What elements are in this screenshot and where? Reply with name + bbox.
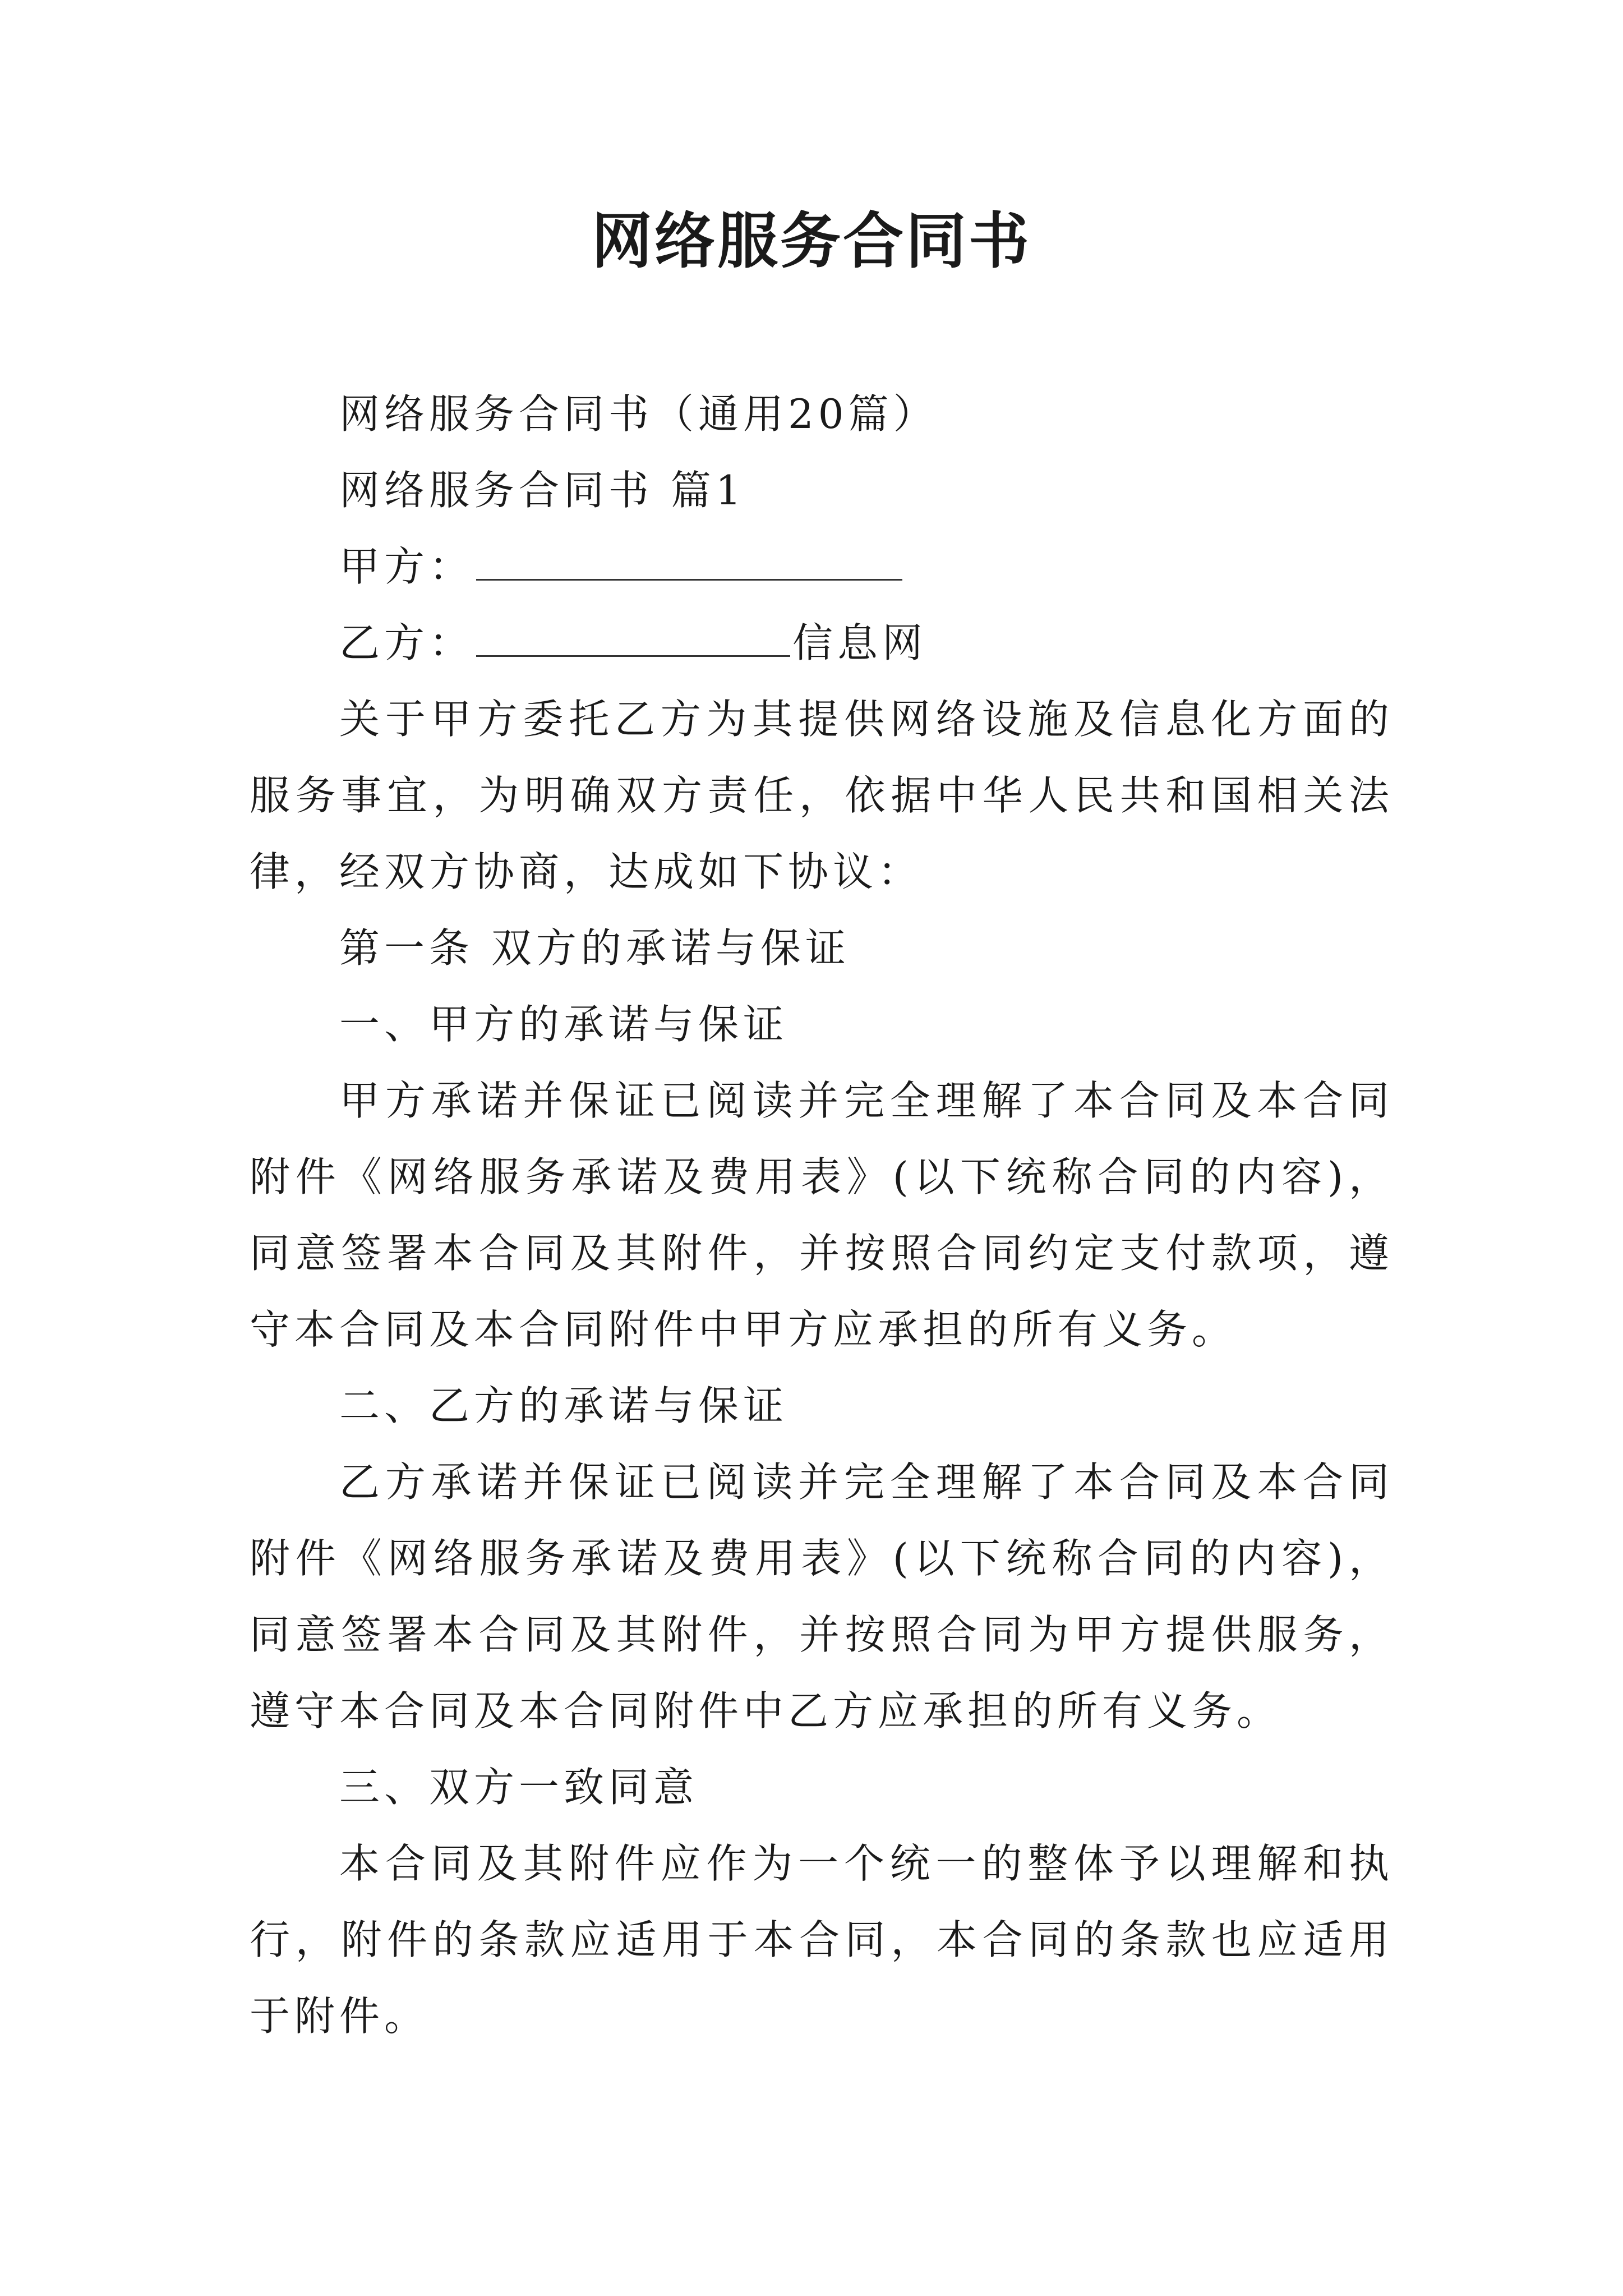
party-a-line: [250, 528, 1394, 605]
party-b-suffix: 信息网: [792, 619, 928, 666]
document-body: [250, 376, 1394, 2054]
party-b-blank: [476, 613, 790, 657]
document-subtitle: 网络服务合同书（通用20篇）: [339, 390, 938, 438]
section2-heading: 二、乙方的承诺与保证: [339, 1382, 789, 1429]
article1-heading: 第一条 双方的承诺与保证: [339, 924, 850, 972]
intro-paragraph: 关于甲方委托乙方为其提供网络设施及信息化方面的服务事宜，为明确双方责任，依据中华人民共和国相关法律，经双方协商，达成如下协议：: [250, 696, 1394, 895]
section3-paragraph: 本合同及其附件应作为一个统一的整体予以理解和执行，附件的条款应适用于本合同，本合同的条款也应适用于附件。: [250, 1840, 1394, 2040]
section1-paragraph: 甲方承诺并保证已阅读并完全理解了本合同及本合同附件《网络服务承诺及费用表》(以下统称合同的内容)，同意签署本合同及其附件，并按照合同约定支付款项，遵守本合同及本合同附件中甲方应承担的所有义务。: [250, 1077, 1394, 1353]
part-heading: 网络服务合同书 篇1: [339, 467, 746, 514]
party-b-line: [250, 605, 1394, 681]
section1-heading: 一、甲方的承诺与保证: [339, 1001, 789, 1048]
party-a-label: 甲方：: [339, 543, 474, 590]
party-a-blank: [476, 536, 902, 581]
document-title: 网络服务合同书: [591, 206, 1031, 277]
section3-heading: 三、双方一致同意: [339, 1764, 699, 1811]
section2-paragraph: 乙方承诺并保证已阅读并完全理解了本合同及本合同附件《网络服务承诺及费用表》(以下统称合同的内容)，同意签署本合同及其附件，并按照合同为甲方提供服务，遵守本合同及本合同附件中乙方应承担的所有义务。: [250, 1458, 1394, 1734]
party-b-label: 乙方：: [339, 619, 474, 666]
